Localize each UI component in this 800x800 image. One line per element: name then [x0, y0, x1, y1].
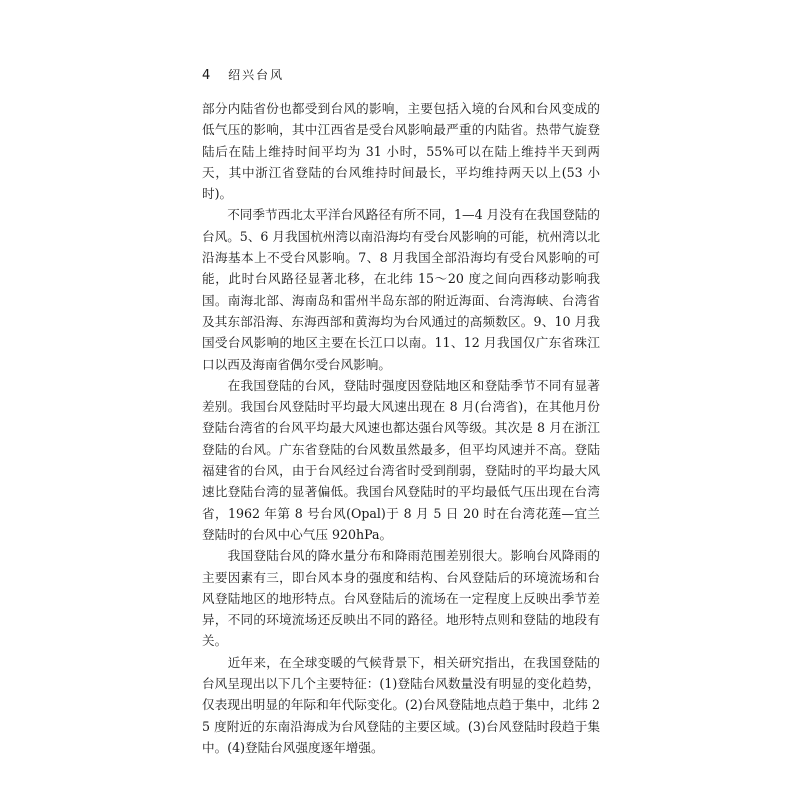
paragraph: 我国登陆台风的降水量分布和降雨范围差别很大。影响台风降雨的主要因素有三，即台风本身的强度和结构、台风登陆后的环境流场和台风登陆地区的地形特点。台风登陆后的流场在一定程度上反映出季节差异，不同的环境流场还反映出不同的路径。地形特点则和登陆的地段有关。 — [202, 548, 600, 649]
body-text — [202, 98, 600, 758]
paragraph: 部分内陆省份也都受到台风的影响，主要包括入境的台风和台风变成的低气压的影响，其中江西省是受台风影响最严重的内陆省。热带气旋登陆后在陆上维持时间平均为 31 小时，55%可以在陆上维持半天到两天，其中浙江省登陆的台风维持时间最长，平均维持两天以上(53 小时)。 — [202, 101, 600, 202]
paragraph: 近年来，在全球变暖的气候背景下，相关研究指出，在我国登陆的台风呈现出以下几个主要特征：(1)登陆台风数量没有明显的变化趋势，仅表现出明显的年际和年代际变化。(2)台风登陆地点趋于集中，北纬 25 度附近的东南沿海成为台风登陆的主要区域。(3)台风登陆时段趋于集中。(4)登陆台风强度逐年增强。 — [202, 654, 600, 755]
paragraph: 在我国登陆的台风，登陆时强度因登陆地区和登陆季节不同有显著差别。我国台风登陆时平均最大风速出现在 8 月(台湾省)，在其他月份登陆台湾省的台风平均最大风速也都达强台风等级。其次是 8 月在浙江登陆的台风。广东省登陆的台风数虽然最多，但平均风速并不高。登陆福建省的台风，由于台风经过台湾省时受到削弱，登陆时的平均最大风速比登陆台湾的显著偏低。我国台风登陆时的平均最低气压出现在台湾省，1962 年第 8 号台风(Opal)于 8 月 5 日 20 时在台湾花莲—宜兰登陆时的台风中心气压 920hPa。 — [202, 377, 600, 542]
paragraph: 不同季节西北太平洋台风路径有所不同，1—4 月没有在我国登陆的台风。5、6 月我国杭州湾以南沿海均有受台风影响的可能，杭州湾以北沿海基本上不受台风影响。7、8 月我国全部沿海均有受台风影响的可能，此时台风路径显著北移，在北纬 15～20 度之间向西移动影响我国。南海北部、海南岛和雷州半岛东部的附近海面、台湾海峡、台湾省及其东部沿海、东海西部和黄海均为台风通过的高频数区。9、10 月我国受台风影响的地区主要在长江口以南。11、12 月我国仅广东省珠江口以西及海南省偶尔受台风影响。 — [202, 207, 600, 372]
page-number: 4 — [202, 68, 211, 83]
running-title: 绍兴台风 — [228, 68, 285, 82]
running-header — [202, 66, 284, 83]
